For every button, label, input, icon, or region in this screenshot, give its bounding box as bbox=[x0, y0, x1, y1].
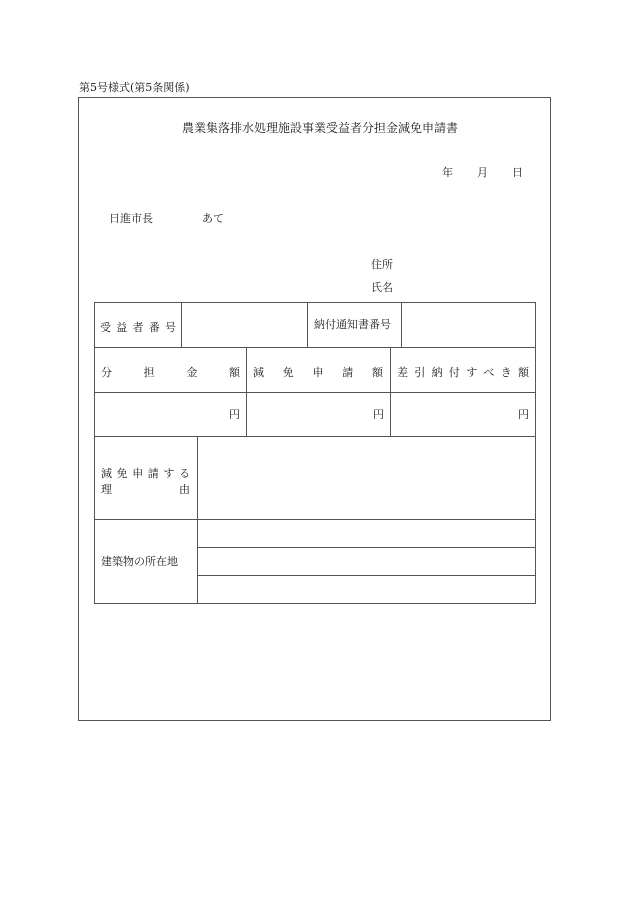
table-rule bbox=[94, 392, 536, 393]
name-label: 氏名 bbox=[371, 281, 393, 294]
form-number: 第5号様式(第5条関係) bbox=[79, 81, 190, 94]
table-rule bbox=[307, 302, 308, 347]
reason-label-line2: 理 由 bbox=[101, 483, 190, 496]
date-day-label: 日 bbox=[512, 166, 523, 179]
reduction-amount-yen: 円 bbox=[373, 408, 384, 421]
beneficiary-number-label: 受 益 者 番 号 bbox=[100, 321, 176, 334]
burden-amount-yen: 円 bbox=[229, 408, 240, 421]
net-payment-amount-label: 差 引 納 付 す べ き 額 bbox=[397, 366, 529, 379]
addressee-mayor: 日進市長 bbox=[109, 212, 153, 225]
table-rule bbox=[94, 436, 536, 437]
table-rule bbox=[401, 302, 402, 347]
table-rule bbox=[94, 519, 536, 520]
form-title: 農業集落排水処理施設事業受益者分担金減免申請書 bbox=[182, 121, 459, 135]
address-label: 住所 bbox=[371, 258, 393, 271]
reduction-request-amount-label: 減 免 申 請 額 bbox=[253, 366, 383, 379]
building-location-label: 建築物の所在地 bbox=[101, 555, 178, 568]
table-rule bbox=[197, 575, 536, 576]
burden-amount-label: 分 担 金 額 bbox=[101, 366, 240, 379]
table-rule bbox=[197, 547, 536, 548]
addressee-ate: あて bbox=[202, 212, 224, 225]
table-rule bbox=[94, 302, 95, 604]
table-rule bbox=[94, 347, 536, 348]
date-month-label: 月 bbox=[477, 166, 488, 179]
table-rule bbox=[535, 302, 536, 604]
table-rule bbox=[246, 347, 247, 436]
reason-label-line1: 減 免 申 請 す る bbox=[101, 467, 190, 480]
table-rule bbox=[181, 302, 182, 347]
table-rule bbox=[390, 347, 391, 436]
table-rule bbox=[197, 436, 198, 603]
table-rule bbox=[94, 302, 536, 303]
table-rule bbox=[94, 603, 536, 604]
form-frame bbox=[78, 97, 551, 721]
date-year-label: 年 bbox=[442, 166, 453, 179]
net-payment-yen: 円 bbox=[518, 408, 529, 421]
payment-notice-number-label: 納付通知書番号 bbox=[314, 318, 391, 331]
